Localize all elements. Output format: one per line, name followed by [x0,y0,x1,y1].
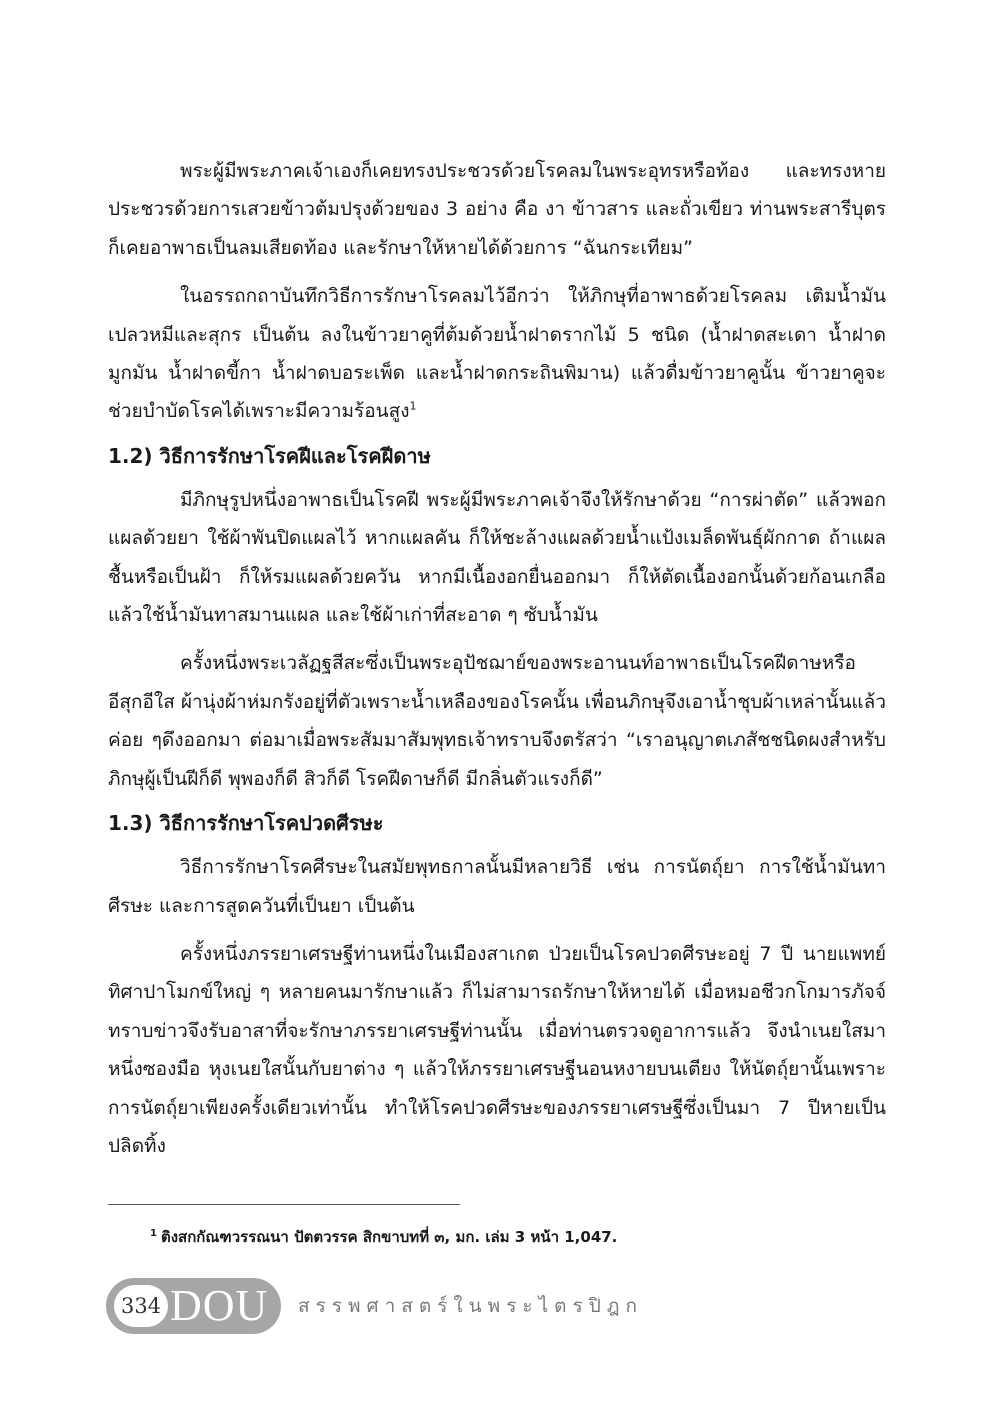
brand-logo-text: DOU [170,1281,269,1330]
footnote-divider [108,1204,460,1205]
paragraph-text: พระผู้มีพระภาคเจ้าเองก็เคยทรงประชวรด้วยโรคลมในพระอุทรหรือท้อง และทรงหายประชวรด้วยการเสวยข้าวต้มปรุงด้วยของ 3 อย่าง คือ งา ข้าวสาร และถั่วเขียว ท่านพระสารีบุตรก็เคยอาพาธเป็นลมเสียดท้อง และรักษาให้หายได้ด้วยการ “ฉันกระเทียม” [108,160,886,259]
paragraph [108,848,886,925]
paragraph-text: วิธีการรักษาโรคศีรษะในสมัยพุทธกาลนั้นมีหลายวิธี เช่น การนัตถุ์ยา การใช้น้ำมันทาศีรษะ และการสูดควันที่เป็นยา เป็นต้น [108,856,886,917]
paragraph [108,935,886,1165]
paragraph [108,277,886,431]
footnote [150,1226,890,1248]
paragraph [108,644,886,798]
paragraph-text: ครั้งหนึ่งพระเวลัฏฐสีสะซึ่งเป็นพระอุปัชฌาย์ของพระอานนท์อาพาธเป็นโรคฝีดาษหรืออีสุกอีใส ผ้านุ่งผ้าห่มกรังอยู่ที่ตัวเพราะน้ำเหลืองของโรคนั้น เพื่อนภิกษุจึงเอาน้ำชุบผ้าเหล่านั้นแล้วค่อย ๆดึงออกมา ต่อมาเมื่อพระสัมมาสัมพุทธเจ้าทราบจึงตรัสว่า “เราอนุญาตเภสัชชนิดผงสำหรับภิกษุผู้เป็นฝีก็ดี พุพองก็ดี สิวก็ดี โรคฝีดาษก็ดี มีกลิ่นตัวแรงก็ดี” [108,652,886,790]
footnote-reference[interactable]: 1 [409,400,417,414]
paragraph-text: ในอรรถกถาบันทึกวิธีการรักษาโรคลมไว้อีกว่า ให้ภิกษุที่อาพาธด้วยโรคลม เติมน้ำมันเปลวหมีและสุกร เป็นต้น ลงในข้าวยาคูที่ต้มด้วยน้ำฝาดรากไม้ 5 ชนิด (น้ำฝาดสะเดา น้ำฝาดมูกมัน น้ำฝาดขี้กา น้ำฝาดบอระเพ็ด และน้ำฝาดกระถินพิมาน) แล้วดื่มข้าวยาคูนั้น ข้าวยาคูจะช่วยบำบัดโรคได้เพราะมีความร้อนสูง [108,285,886,423]
footnote-marker: 1 [150,1228,157,1239]
paragraph-text: มีภิกษุรูปหนึ่งอาพาธเป็นโรคฝี พระผู้มีพระภาคเจ้าจึงให้รักษาด้วย “การผ่าตัด” แล้วพอกแผลด้วยยา ใช้ผ้าพันปิดแผลไว้ หากแผลคัน ก็ให้ชะล้างแผลด้วยน้ำแป้งเมล็ดพันธุ์ผักกาด ถ้าแผลชื้นหรือเป็นฝ้า ก็ให้รมแผลด้วยควัน หากมีเนื้องอกยื่นออกมา ก็ให้ตัดเนื้องอกนั้นด้วยก้อนเกลือ แล้วใช้น้ำมันทาสมานแผล และใช้ผ้าเก่าที่สะอาด ๆ ซับน้ำมัน [108,488,886,627]
paragraph [108,152,886,267]
page-number: 334 [114,1285,168,1327]
paragraph [108,481,886,635]
running-footer-title: สรรพศาสตร์ในพระไตรปิฎก [298,1295,644,1317]
body-text [108,152,886,1165]
section-heading: 1.3) วิธีการรักษาโรคปวดศีรษะ [108,811,384,836]
footnote-text: ติงสกกัณฑวรรณนา ปัตตวรรค สิกขาบทที่ ๓, มก. เล่ม 3 หน้า 1,047. [160,1228,618,1246]
section-heading: 1.2) วิธีการรักษาโรคฝีและโรคฝีดาษ [108,443,431,468]
paragraph-text: ครั้งหนึ่งภรรยาเศรษฐีท่านหนึ่งในเมืองสาเกต ป่วยเป็นโรคปวดศีรษะอยู่ 7 ปี นายแพทย์ทิศาปาโมกข์ใหญ่ ๆ หลายคนมารักษาแล้ว ก็ไม่สามารถรักษาให้หายได้ เมื่อหมอชีวกโกมารภัจจ์ทราบข่าวจึงรับอาสาที่จะรักษาภรรยาเศรษฐีท่านนั้น เมื่อท่านตรวจดูอาการแล้ว จึงนำเนยใสมาหนึ่งซองมือ หุงเนยใสนั้นกับยาต่าง ๆ แล้วให้ภรรยาเศรษฐีนอนหงายบนเตียง ให้นัตถุ์ยานั้นเพราะการนัตถุ์ยาเพียงครั้งเดียวเท่านั้น ทำให้โรคปวดศีรษะของภรรยาเศรษฐีซึ่งเป็นมา 7 ปีหายเป็นปลิดทิ้ง [108,942,886,1157]
